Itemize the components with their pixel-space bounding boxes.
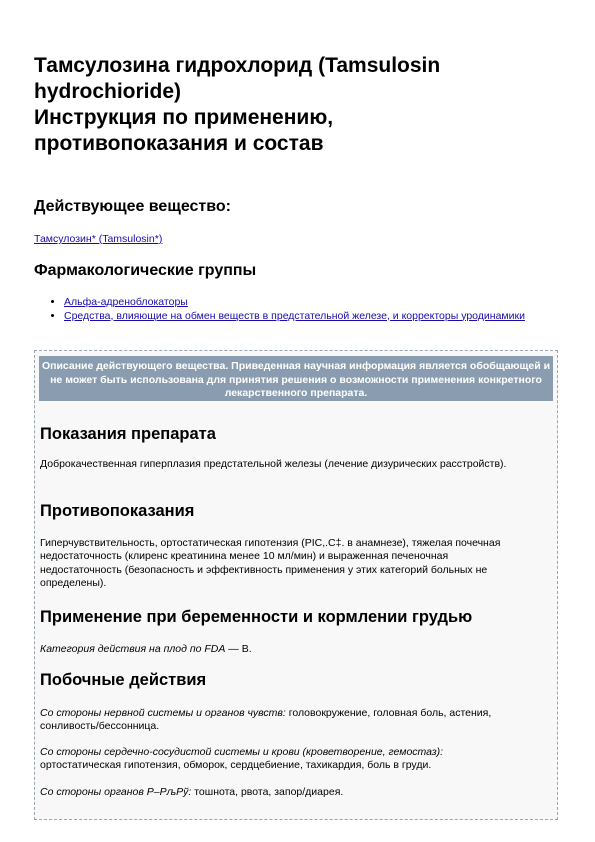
pregnancy-heading: Применение при беременности и кормлении грудью <box>40 608 473 626</box>
cardio-system-label: Со стороны сердечно-сосудистой системы и крови (кроветворение, гемостаз): <box>40 746 444 758</box>
gi-system-label: Со стороны органов Р–РљРў: <box>40 786 192 798</box>
pregnancy-text <box>40 643 510 656</box>
contraindications-text: Гиперчувствительность, ортостатическая гипотензия (РІС,.С‡. в анамнезе), тяжелая почечная недостаточность (клиренс креатинина менее 10 мл/мин) и выраженная печеночная недостаточность (безопасность и эффективность применения у этих категорий больных не определены). <box>40 537 501 589</box>
page-title <box>34 53 564 157</box>
indications-text: Доброкачественная гиперплазия предстательной железы (лечение дизурических расстройств). <box>40 458 507 470</box>
list-item <box>64 296 554 309</box>
title-line-1: Тамсулозина гидрохлорид (Tamsulosin <box>34 54 441 77</box>
active-substance-heading: Действующее вещество: <box>34 198 231 215</box>
pharm-groups-list <box>48 296 554 323</box>
title-line-4: противопоказания и состав <box>34 132 324 155</box>
side-effects-heading: Побочные действия <box>40 671 207 689</box>
fda-category-label: Категория действия на плод по FDA <box>40 643 226 655</box>
side-effects-cardio <box>40 746 510 773</box>
title-line-3: Инструкция по применению, <box>34 106 334 129</box>
pharm-group-link-alpha-blockers[interactable]: Альфа-адреноблокаторы <box>64 296 188 308</box>
cardio-system-text: ортостатическая гипотензия, обморок, сердцебиение, тахикардия, боль в груди. <box>40 759 432 772</box>
title-line-2: hydrochioride) <box>34 80 182 103</box>
pharm-groups-heading: Фармакологические группы <box>34 262 257 279</box>
contraindications-heading: Противопоказания <box>40 502 195 520</box>
nervous-system-text: головокружение, головная боль, астения, сонливость/бессонница. <box>40 707 492 733</box>
fda-category-value: — B. <box>225 643 252 655</box>
list-item <box>64 310 554 323</box>
nervous-system-label: Со стороны нервной системы и органов чувств: <box>40 707 286 719</box>
side-effects-gi <box>40 786 510 799</box>
gi-system-text: тошнота, рвота, запор/диарея. <box>191 786 344 798</box>
active-substance-link[interactable]: Тамсулозин* (Tamsulosin*) <box>34 233 163 245</box>
side-effects-nervous <box>40 707 510 734</box>
active-substance-row <box>34 233 162 246</box>
indications-heading: Показания препарата <box>40 425 216 443</box>
substance-description-box <box>34 350 558 820</box>
disclaimer-banner: Описание действующего вещества. Приведенная научная информация является обобщающей и не может быть использована для принятия решения о возможности применения конкретного лекарственного препарата. <box>39 356 553 401</box>
pharm-group-link-prostate-agents[interactable]: Средства, влияющие на обмен веществ в предстательной железе, и корректоры уродинамики <box>64 309 525 322</box>
